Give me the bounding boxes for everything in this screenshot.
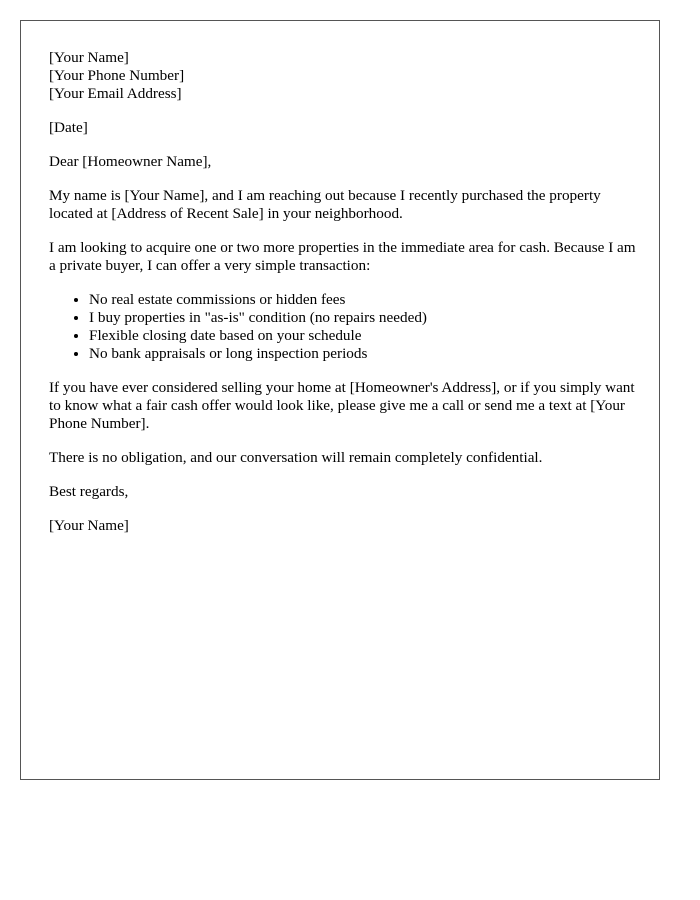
list-item: • No bank appraisals or long inspection periods: [89, 345, 639, 363]
sender-name: [Your Name]: [49, 49, 129, 66]
sender-email: [Your Email Address]: [49, 85, 182, 102]
sender-phone: [Your Phone Number]: [49, 67, 185, 84]
benefits-list: [49, 291, 639, 363]
salutation: Dear [Homeowner Name],: [49, 153, 212, 170]
letter-date: [Date]: [49, 119, 88, 136]
assurance-paragraph: There is no obligation, and our conversation will remain completely confidential.: [49, 449, 543, 466]
letter-page: [20, 20, 660, 780]
closing: Best regards,: [49, 483, 129, 500]
call-to-action-paragraph: If you have ever considered selling your home at [Homeowner's Address], or if you simply want to know what a fair cash offer would look like, please give me a call or send me a text at [Your Phone Number].: [49, 379, 635, 432]
list-item: • No real estate commissions or hidden fees: [89, 291, 639, 309]
offer-paragraph: I am looking to acquire one or two more properties in the immediate area for cash. Because I am a private buyer, I can offer a very simple transaction:: [49, 239, 636, 274]
sender-block: [49, 49, 639, 103]
signature: [Your Name]: [49, 517, 129, 534]
list-item: • Flexible closing date based on your schedule: [89, 327, 639, 345]
letter-content: [49, 49, 639, 535]
list-item: • I buy properties in "as-is" condition (no repairs needed): [89, 309, 639, 327]
intro-paragraph: My name is [Your Name], and I am reaching out because I recently purchased the property located at [Address of Recent Sale] in your neighborhood.: [49, 187, 601, 222]
